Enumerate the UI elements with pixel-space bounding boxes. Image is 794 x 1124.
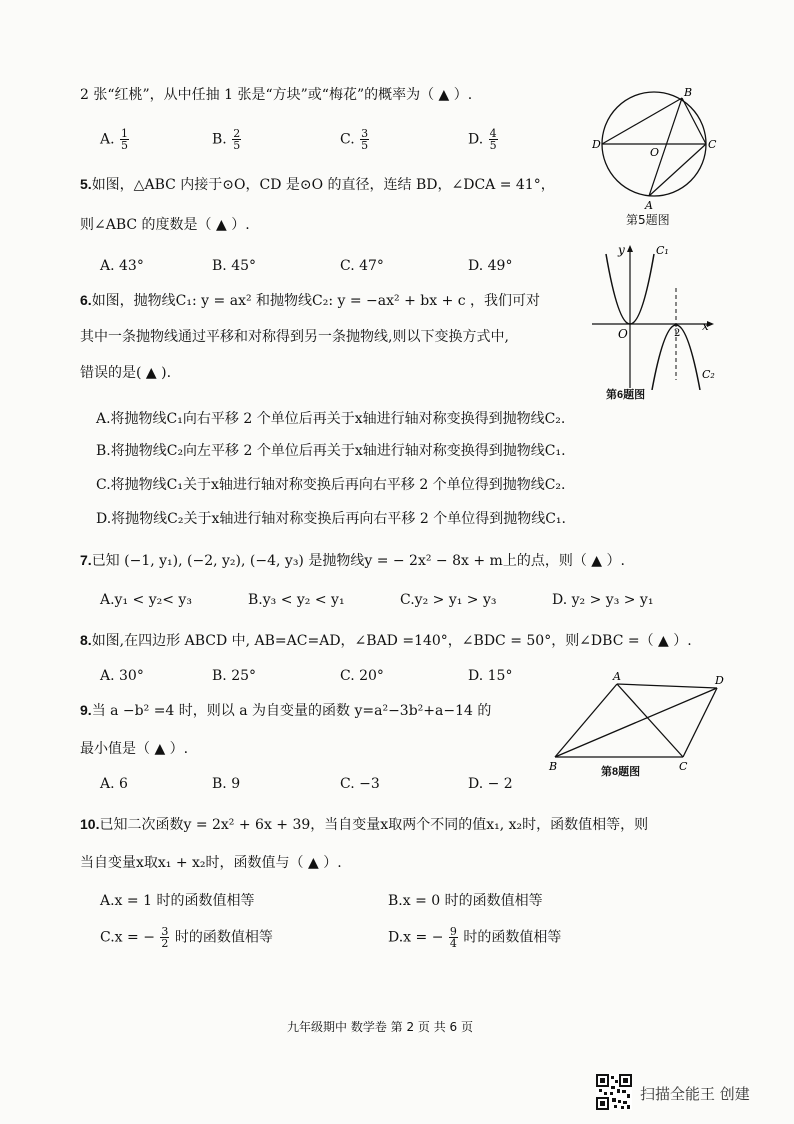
q10-option-d-pre: D.x = − [388, 929, 444, 946]
q6-label-o: O [618, 327, 628, 341]
q8-number: 8. [80, 632, 92, 648]
q5-option-d: D. 49° [468, 258, 513, 274]
q4-option-c-letter: C. [340, 131, 355, 148]
q4-option-b-fraction [232, 128, 241, 151]
q4-option-b [212, 128, 242, 151]
q5-chord-bc [682, 98, 706, 144]
q5-option-a: A. 43° [100, 258, 144, 274]
q8-side-ab [555, 684, 617, 757]
qr-code-icon [596, 1074, 632, 1110]
q6-label-y: y [618, 243, 625, 257]
q5-option-c: C. 47° [340, 258, 384, 274]
q6-label-c2: C₂ [702, 368, 715, 381]
q4-option-b-den: 5 [233, 139, 241, 152]
q4-option-d-letter: D. [468, 131, 484, 148]
q4-option-b-letter: B. [212, 131, 227, 148]
q6-line1-text: 如图，抛物线C₁: y = ax² 和抛物线C₂: y = −ax² + bx + c ，我们可对 [91, 293, 541, 309]
q6-figure [588, 240, 720, 390]
q6-line3: 错误的是( ▲ ). [80, 365, 172, 381]
q9-line1 [80, 700, 491, 720]
q10-option-d-fraction [449, 926, 458, 949]
q6-line2: 其中一条抛物线通过平移和对称得到另一条抛物线,则以下变换方式中, [80, 329, 509, 345]
q10-option-c-num: 3 [161, 925, 169, 938]
q8-label-d: D [715, 674, 724, 687]
q4-option-a-num: 1 [121, 127, 129, 140]
q7-option-a: A.y₁ < y₂< y₃ [100, 592, 192, 608]
q9-option-b: B. 9 [212, 776, 241, 792]
q8-figure-caption: 第8题图 [601, 766, 641, 778]
q10-option-c-den: 2 [161, 937, 169, 950]
q7-option-b: B.y₃ < y₂ < y₁ [248, 592, 345, 608]
q10-line2: 当自变量x取x₁ + x₂时，函数值与（ ▲ ）. [80, 855, 342, 871]
q8-label-c: C [679, 760, 688, 773]
q10-option-d-post: 时的函数值相等 [463, 929, 562, 946]
q4-option-c [340, 128, 370, 151]
q6-option-b: B.将抛物线C₂向左平移 2 个单位后再关于x轴进行轴对称变换得到抛物线C₁. [96, 443, 566, 459]
q4-stem-tail: 2 张“红桃”，从中任抽 1 张是“方块”或“梅花”的概率为（ ▲ ）. [80, 87, 473, 103]
q10-option-d [388, 926, 561, 949]
q8-option-d: D. 15° [468, 668, 513, 684]
q5-label-o: O [650, 146, 660, 159]
q6-option-d: D.将抛物线C₂关于x轴进行轴对称变换后再向右平移 2 个单位得到抛物线C₁. [96, 511, 566, 527]
q6-label-2: 2 [674, 328, 681, 339]
q5-label-c: C [708, 138, 717, 151]
q8-side-ad [617, 684, 717, 688]
q5-line1-text: 如图，△ABC 内接于⊙O，CD 是⊙O 的直径，连结 BD，∠DCA = 41°， [91, 177, 555, 193]
q4-option-a-letter: A. [100, 131, 115, 148]
q4-option-a [100, 128, 130, 151]
q7-option-c: C.y₂ > y₁ > y₃ [400, 592, 497, 608]
q7-option-d: D. y₂ > y₃ > y₁ [552, 592, 654, 608]
q9-line2: 最小值是（ ▲ ）. [80, 741, 189, 757]
q8-option-c: C. 20° [340, 668, 384, 684]
q6-line1 [80, 290, 540, 310]
q9-number: 9. [80, 702, 92, 718]
q4-option-b-num: 2 [233, 127, 241, 140]
q4-option-c-num: 3 [361, 127, 369, 140]
q6-y-arrow [627, 245, 633, 252]
q8-option-a: A. 30° [100, 668, 144, 684]
q8-stem [80, 630, 692, 650]
q4-option-d-num: 4 [489, 127, 497, 140]
q5-line1 [80, 174, 555, 194]
q8-figure [545, 670, 730, 776]
q8-label-a: A [613, 670, 621, 683]
q8-diagonal-ac [617, 684, 683, 757]
q8-stem-text: 如图,在四边形 ABCD 中, AB=AC=AD，∠BAD =140°，∠BDC = 50°，则∠DBC =（ ▲ ）. [91, 633, 692, 649]
q10-number: 10. [80, 816, 100, 832]
q4-option-a-fraction [120, 128, 129, 151]
q6-option-c: C.将抛物线C₁关于x轴进行轴对称变换后再向右平移 2 个单位得到抛物线C₂. [96, 477, 566, 493]
q8-option-b: B. 25° [212, 668, 257, 684]
q10-option-d-num: 9 [449, 925, 457, 938]
q5-label-d: D [592, 138, 601, 151]
q7-stem-text: 已知 (−1, y₁), (−2, y₂), (−4, y₃) 是抛物线y = − 2x² − 8x + m上的点，则（ ▲ ）. [91, 553, 625, 569]
q6-option-a: A.将抛物线C₁向右平移 2 个单位后再关于x轴进行轴对称变换得到抛物线C₂. [96, 411, 566, 427]
q4-option-d-den: 5 [489, 139, 497, 152]
q4-option-c-fraction [360, 128, 369, 151]
q5-chord-db [602, 98, 682, 144]
q4-option-a-den: 5 [121, 139, 129, 152]
q4-option-d [468, 128, 499, 151]
q9-option-d: D. − 2 [468, 776, 513, 792]
q9-line1-text: 当 a −b² =4 时，则以 a 为自变量的函数 y=a²−3b²+a−14 的 [91, 703, 492, 719]
q7-stem [80, 550, 625, 570]
q8-side-dc [683, 688, 717, 757]
q8-label-b: B [549, 760, 558, 773]
q10-option-c-post: 时的函数值相等 [174, 929, 273, 946]
q8-diagonal-bd [555, 688, 717, 757]
q9-option-a: A. 6 [100, 776, 128, 792]
q5-label-b: B [684, 86, 693, 99]
q6-number: 6. [80, 292, 92, 308]
q10-line1 [80, 814, 648, 834]
q10-option-a: A.x = 1 时的函数值相等 [100, 893, 255, 909]
q6-figure-caption: 第6题图 [606, 389, 646, 401]
q10-option-c-pre: C.x = − [100, 929, 155, 946]
q5-option-b: B. 45° [212, 258, 257, 274]
scanner-brand-text: 扫描全能王 创建 [640, 1085, 750, 1103]
q10-option-b: B.x = 0 时的函数值相等 [388, 893, 543, 909]
q4-option-d-fraction [489, 128, 498, 151]
q6-label-x: x [702, 319, 709, 333]
q7-number: 7. [80, 552, 92, 568]
page-footer: 九年级期中 数学卷 第 2 页 共 6 页 [287, 1020, 473, 1034]
q10-option-d-den: 4 [449, 937, 457, 950]
q6-label-c1: C₁ [656, 244, 669, 257]
q5-label-a: A [645, 199, 653, 211]
q5-number: 5. [80, 176, 92, 192]
q9-option-c: C. −3 [340, 776, 380, 792]
q5-figure [592, 86, 722, 211]
q4-option-c-den: 5 [361, 139, 369, 152]
q5-line2: 则∠ABC 的度数是（ ▲ ）. [80, 217, 250, 233]
q10-line1-text: 已知二次函数y = 2x² + 6x + 39，当自变量x取两个不同的值x₁, x₂时，函数值相等，则 [99, 817, 649, 833]
q10-option-c [100, 926, 273, 949]
q5-figure-caption: 第5题图 [626, 213, 670, 227]
q10-option-c-fraction [160, 926, 169, 949]
